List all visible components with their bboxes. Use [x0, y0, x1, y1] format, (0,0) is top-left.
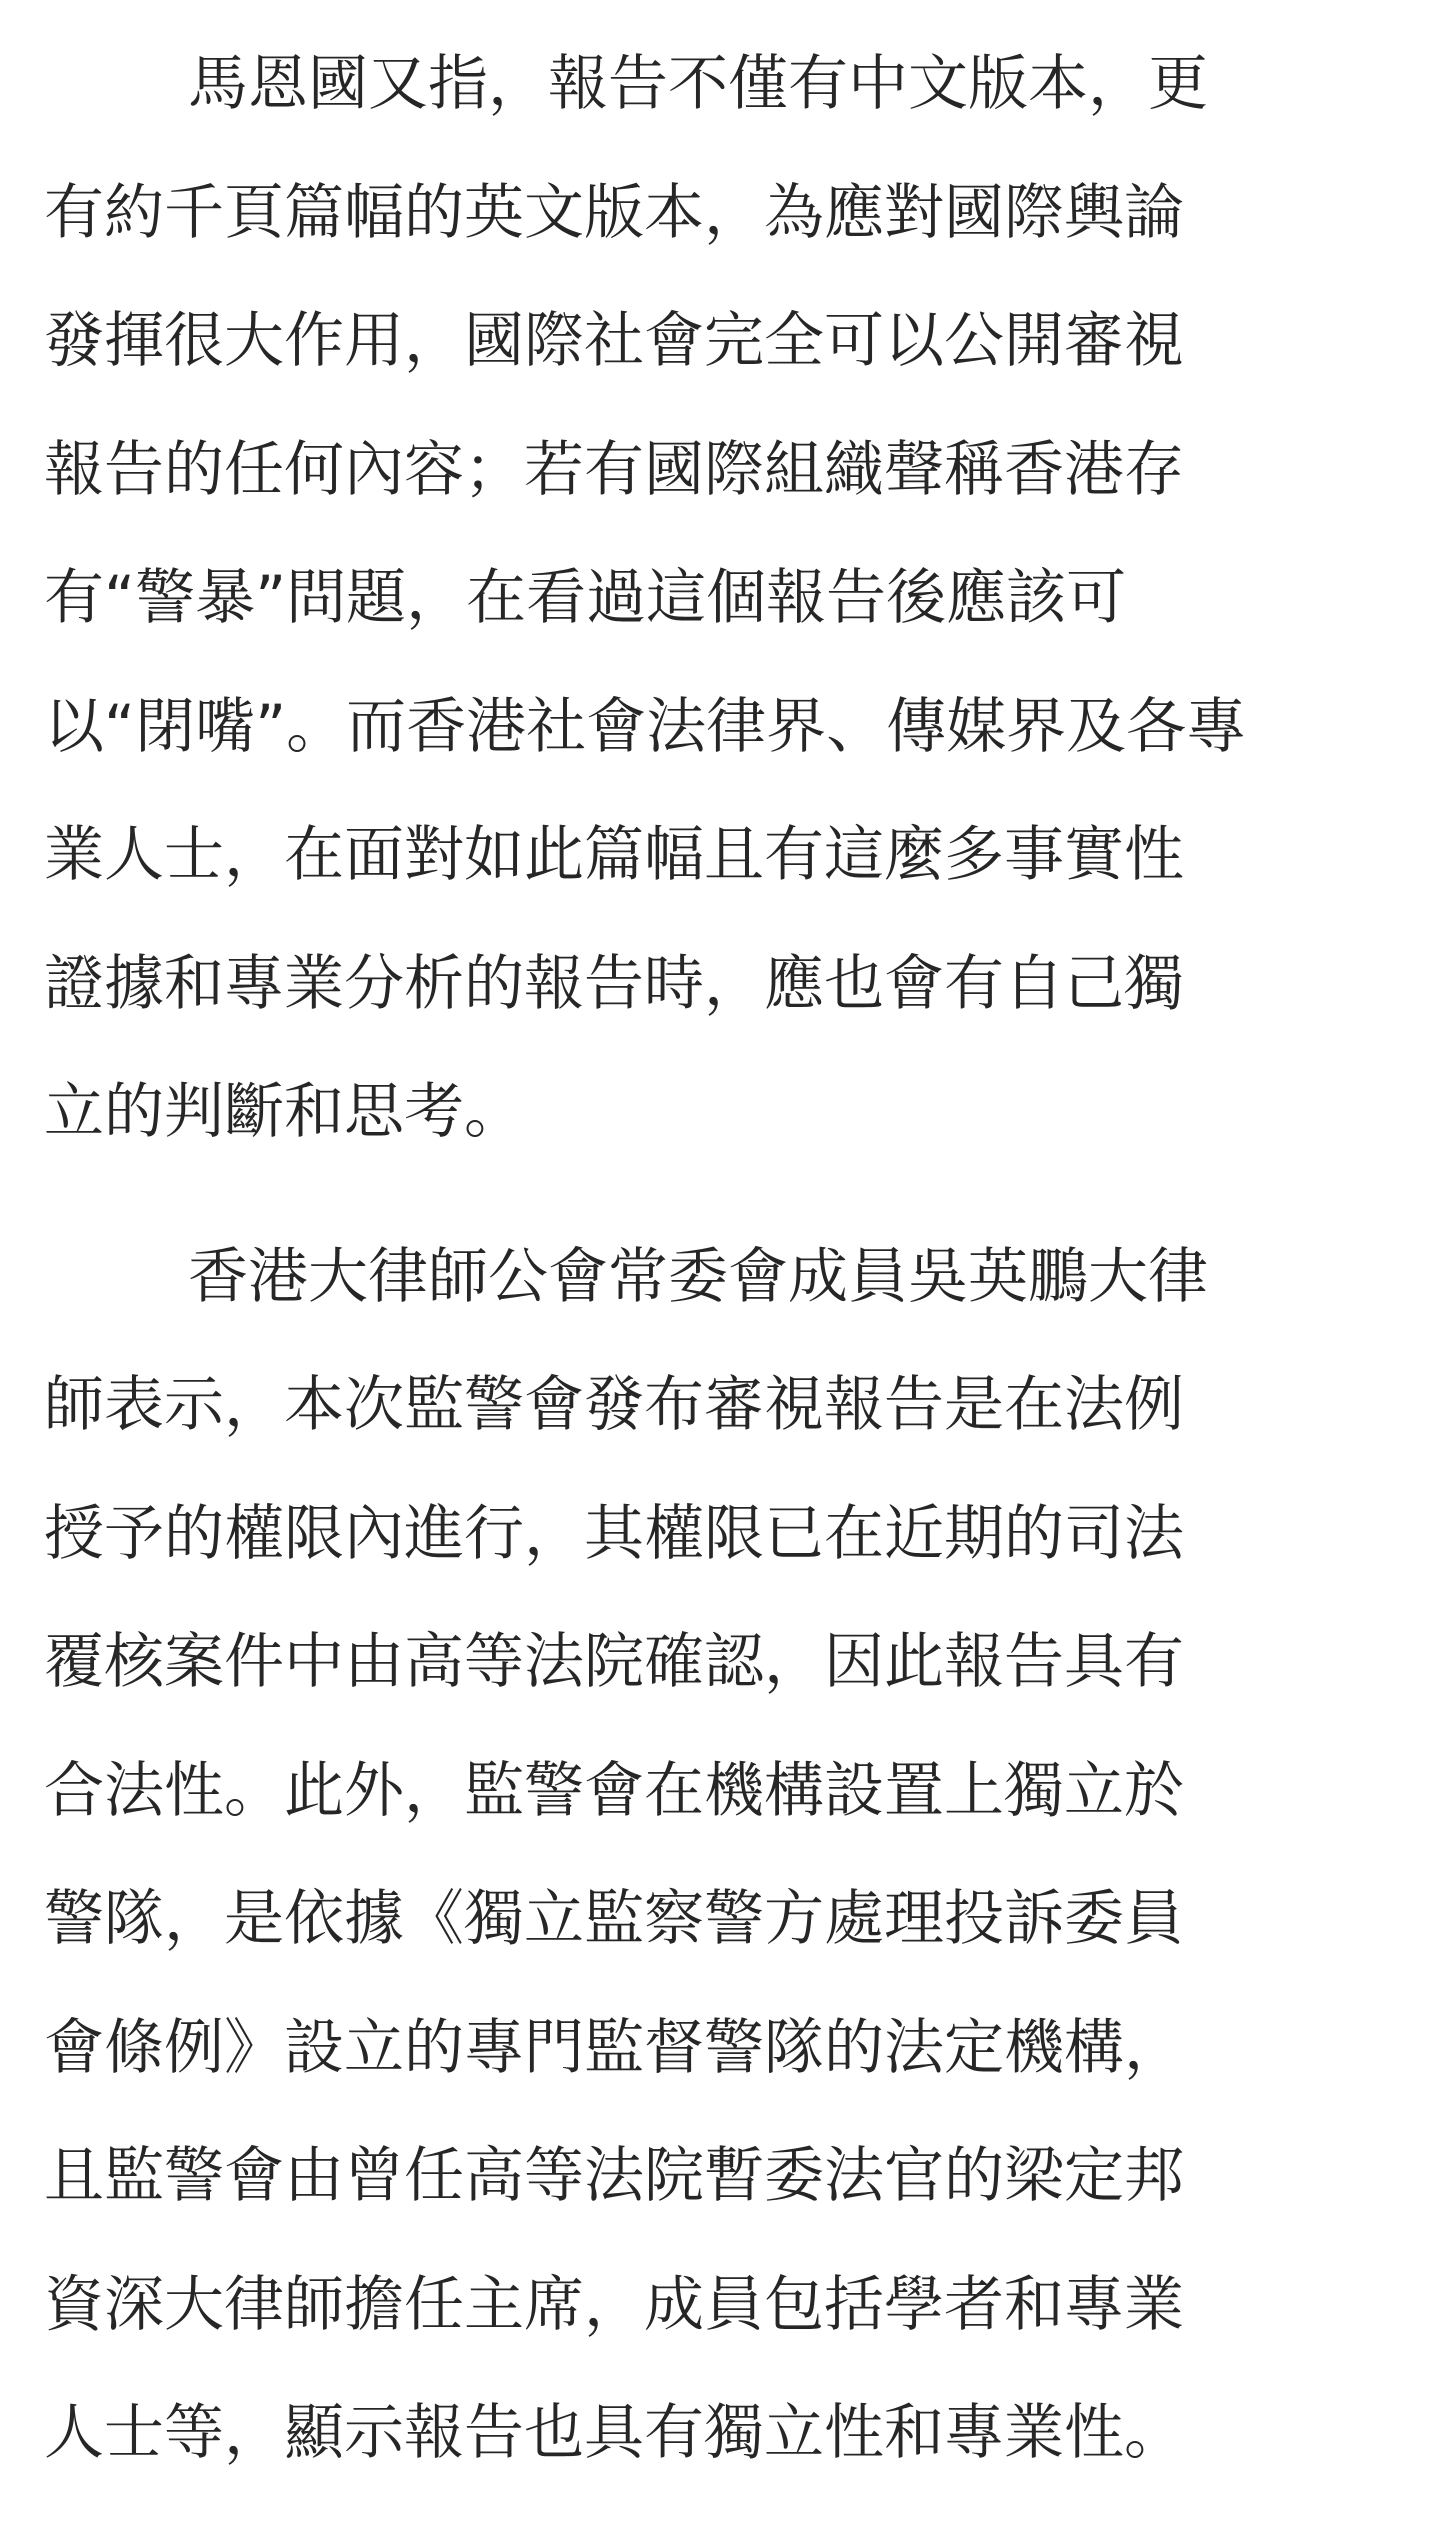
- text-line: 有約千頁篇幅的英文版本，為應對國際輿論: [44, 177, 1184, 248]
- paragraph-1: [44, 20, 1394, 1177]
- text-line: 證據和專業分析的報告時，應也會有自己獨: [44, 948, 1184, 1019]
- text-line: 以“閉嘴”。而香港社會法律界、傳媒界及各專: [44, 691, 1247, 762]
- text-line: 報告的任何內容；若有國際組織聲稱香港存: [44, 434, 1184, 505]
- text-line: 且監警會由曾任高等法院暫委法官的梁定邦: [44, 2141, 1184, 2211]
- article-body: [44, 20, 1394, 2534]
- text-line: 人士等，顯示報告也具有獨立性和專業性。: [44, 2398, 1184, 2468]
- text-line: 警隊，是依據《獨立監察警方處理投訴委員: [44, 1884, 1184, 1954]
- text-line: 發揮很大作用，國際社會完全可以公開審視: [44, 306, 1184, 376]
- paragraph-2: [44, 1213, 1394, 2498]
- text-line: 資深大律師擔任主席，成員包括學者和專業: [44, 2269, 1184, 2340]
- text-line: 馬恩國又指，報告不僅有中文版本，更: [188, 49, 1208, 119]
- text-line: 香港大律師公會常委會成員吳英鵬大律: [188, 1241, 1208, 1312]
- text-line: 覆核案件中由高等法院確認，因此報告具有: [44, 1627, 1184, 1697]
- text-line: 業人士，在面對如此篇幅且有這麼多事實性: [44, 820, 1184, 890]
- text-line: 立的判斷和思考。: [44, 1077, 524, 1147]
- text-line: 有“警暴”問題，在看過這個報告後應該可: [44, 563, 1127, 633]
- text-line: 會條例》設立的專門監督警隊的法定機構，: [44, 2012, 1184, 2083]
- text-line: 授予的權限內進行，其權限已在近期的司法: [44, 1498, 1184, 1569]
- text-line: 合法性。此外，監警會在機構設置上獨立於: [44, 1755, 1184, 1826]
- text-line: 師表示，本次監警會發布審視報告是在法例: [44, 1370, 1184, 1440]
